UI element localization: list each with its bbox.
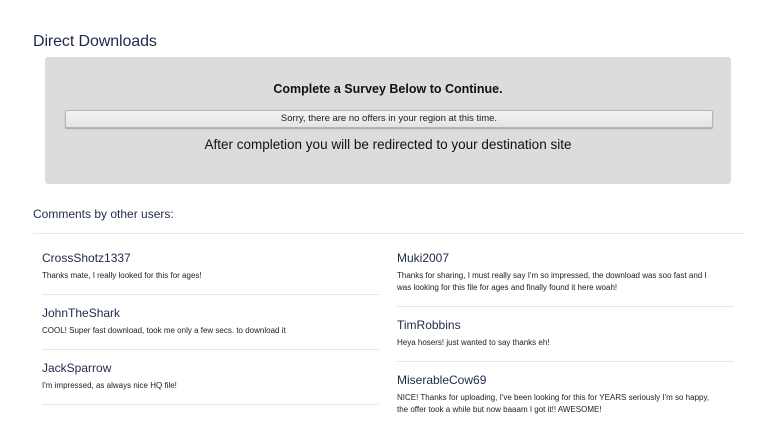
comment-text-line: was looking for this file for ages and finally found it here woah!	[397, 283, 618, 292]
comment-author: JackSparrow	[42, 361, 112, 375]
comment-author: MiserableCow69	[397, 373, 487, 387]
comments-divider	[33, 233, 744, 234]
comment-text	[397, 337, 742, 349]
survey-panel	[45, 57, 731, 184]
comment-divider	[397, 306, 734, 307]
offer-button[interactable]: Sorry, there are no offers in your region at this time.	[65, 110, 713, 128]
comment-item	[397, 373, 742, 416]
comment-item	[397, 251, 742, 294]
comment-text-line: NICE! Thanks for uploading, I've been looking for this for YEARS seriously I'm so happy,	[397, 393, 710, 402]
comment-author: Muki2007	[397, 251, 450, 265]
comment-author: TimRobbins	[397, 318, 461, 332]
comment-divider	[42, 404, 379, 405]
comment-text	[397, 270, 742, 294]
comment-divider	[42, 349, 379, 350]
comment-item	[397, 318, 742, 349]
comment-text: I'm impressed, as always nice HQ file!	[42, 381, 177, 390]
comments-heading: Comments by other users:	[33, 207, 174, 221]
redirect-note: After completion you will be redirected to your destination site	[204, 137, 572, 152]
comment-text-line: Heya hosers! just wanted to say thanks eh!	[397, 338, 550, 347]
comment-text: COOL! Super fast download, took me only a few secs. to download it	[42, 326, 286, 335]
comment-text	[397, 392, 742, 416]
page-title: Direct Downloads	[33, 33, 157, 50]
survey-heading: Complete a Survey Below to Continue.	[273, 82, 503, 96]
comment-item	[42, 251, 382, 282]
comment-divider	[397, 361, 734, 362]
comment-item	[42, 361, 382, 392]
comment-item	[42, 306, 382, 337]
comment-text-line: Thanks for sharing, I must really say I'm so impressed, the download was soo fast and I	[397, 271, 707, 280]
comment-text-line: the offer took a while but now baaam I got it!! AWESOME!	[397, 405, 602, 414]
comment-divider	[42, 294, 379, 295]
comment-author: JohnTheShark	[42, 306, 121, 320]
comment-text: Thanks mate, I really looked for this for ages!	[42, 271, 202, 280]
comment-author: CrossShotz1337	[42, 251, 131, 265]
